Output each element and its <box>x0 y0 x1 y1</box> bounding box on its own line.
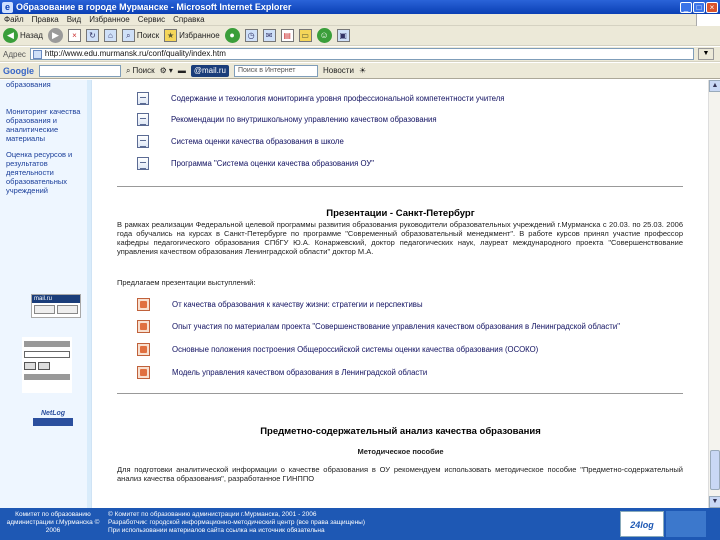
window-title: Образование в городе Мурманске - Microsoft Internet Explorer <box>16 2 292 12</box>
windows-logo <box>696 14 720 26</box>
menu-file[interactable]: Файл <box>4 15 24 24</box>
word-document-icon <box>137 113 149 126</box>
presentation-item[interactable]: Модель управления качеством образования в Ленинградской области <box>137 366 427 379</box>
document-item[interactable]: Содержание и технология мониторинга уровня профессиональной компетентности учителя <box>137 92 505 105</box>
address-input[interactable] <box>30 48 694 60</box>
search-icon: ⌕ <box>122 29 135 42</box>
print-button[interactable] <box>281 28 294 44</box>
search-button[interactable]: ⌕ Поиск <box>122 28 159 44</box>
media-button[interactable] <box>225 28 240 44</box>
sidebar-search-input[interactable] <box>24 351 70 358</box>
presentation-item[interactable]: От качества образования к качеству жизни: стратегии и перспективы <box>137 298 423 311</box>
google-toolbar <box>0 63 720 79</box>
spb-intro: Предлагаем презентации выступлений: <box>117 278 256 287</box>
minimize-button[interactable]: _ <box>680 2 692 13</box>
history-button[interactable] <box>245 28 258 44</box>
forward-button[interactable] <box>48 28 63 44</box>
page-icon <box>33 50 42 59</box>
document-item[interactable]: Рекомендации по внутришкольному управлению качеством образования <box>137 113 437 126</box>
google-search-button[interactable]: ⌕ Поиск <box>126 65 155 75</box>
page-footer <box>0 508 720 540</box>
netlog-counter-banner[interactable]: NetLog <box>33 410 73 428</box>
back-arrow-icon: ◀ <box>3 28 18 43</box>
messenger-icon: ☺ <box>317 28 332 43</box>
address-label: Адрес <box>3 49 26 59</box>
divider <box>117 186 683 187</box>
analysis-paragraph: Для подготовки аналитической информации о качестве образования в ОУ рекомендуем использовать методическое пособие "Предметно-содержательный анализ качества образования", разработанное ГИНППО <box>117 465 683 483</box>
scroll-up-button[interactable]: ▲ <box>709 80 720 92</box>
home-button[interactable] <box>104 28 117 44</box>
forward-arrow-icon: ▶ <box>48 28 63 43</box>
back-button[interactable]: ◀ Назад <box>3 28 43 44</box>
google-pagerank[interactable] <box>178 66 186 75</box>
ie-icon: e <box>2 2 13 13</box>
mail-button[interactable] <box>263 28 276 44</box>
refresh-button[interactable] <box>86 28 99 44</box>
scroll-down-button[interactable]: ▼ <box>709 496 720 508</box>
address-dropdown-button[interactable]: ▼ <box>698 48 714 60</box>
spb-paragraph: В рамках реализации Федеральной целевой программы развития образования руководители образовательных учреждений г.Мурманска с 20.03. по 25.03. 2006 года обучались на курсах в Санкт-Петербурге по программе "Современный образовательный менеджмент". В работе курсов принял участие профессор кафедры педагогического образования СПбГУ Ю.А. Конаржевский, доктор педагогических наук, лауреат международного проекта "Совершенствование управления качеством образования Ленинградской области" доктор М.А. <box>117 220 683 256</box>
left-sidebar <box>0 80 92 508</box>
weather-button[interactable] <box>359 66 366 75</box>
home-icon: ⌂ <box>104 29 117 42</box>
sidebar-search-widget <box>22 337 72 393</box>
document-item[interactable]: Система оценки качества образования в школе <box>137 135 344 148</box>
analysis-subtitle: Методическое пособие <box>357 447 444 456</box>
presentation-item[interactable]: Опыт участия по материалам проекта "Совершенствование управления качеством образования в Ленинградской области" <box>137 320 620 333</box>
news-button[interactable]: Новости <box>322 66 354 75</box>
counter-badge[interactable]: 24log <box>620 511 664 537</box>
google-logo: Google <box>3 65 34 76</box>
window-controls <box>680 2 718 13</box>
powerpoint-icon <box>137 343 150 356</box>
sidebar-search-option[interactable] <box>38 362 50 370</box>
powerpoint-icon <box>137 366 150 379</box>
star-icon: ★ <box>164 29 177 42</box>
title-bar <box>0 0 720 14</box>
presentation-item[interactable]: Основные положения построения Общероссийской системы оценки качества образования (ОСОКО) <box>137 343 538 356</box>
menu-tools[interactable]: Сервис <box>137 15 166 24</box>
mailru-search-input[interactable]: Поиск в Интернет <box>234 65 318 77</box>
google-options-button[interactable]: ⚙ ▾ <box>159 66 173 75</box>
sidebar-link-monitoring[interactable]: Мониторинг качества образования и аналитические материалы <box>6 107 81 143</box>
research-button[interactable] <box>337 28 350 44</box>
favorites-button[interactable]: ★ Избранное <box>164 28 220 44</box>
maximize-button[interactable]: □ <box>693 2 705 13</box>
stop-icon: × <box>68 29 81 42</box>
footer-left: Комитет по образованию администрации г.Мурманска © 2006 <box>6 511 100 534</box>
mailru-banner[interactable]: mail.ru <box>31 294 81 318</box>
section-title-spb: Презентации - Санкт-Петербург <box>326 208 475 219</box>
folder-icon: ▭ <box>299 29 312 42</box>
document-item[interactable]: Программа "Система оценки качества образования ОУ" <box>137 157 374 170</box>
gear-icon: ⚙ <box>159 66 167 75</box>
media-icon: ● <box>225 28 240 43</box>
sidebar-search-button[interactable] <box>24 362 36 370</box>
menu-help[interactable]: Справка <box>173 15 205 24</box>
history-icon: ◷ <box>245 29 258 42</box>
word-document-icon <box>137 157 149 170</box>
footer-center: © Комитет по образованию администрации г.Мурманска, 2001 - 2006 Разработчик: городской информационно-методический центр (все права защищены) При использовании материалов сайта ссылка на источник обязательна <box>108 511 366 534</box>
research-icon: ▣ <box>337 29 350 42</box>
word-document-icon <box>137 92 149 105</box>
word-document-icon <box>137 135 149 148</box>
stop-button[interactable] <box>68 28 81 44</box>
divider <box>117 393 683 394</box>
scroll-thumb[interactable] <box>710 450 720 490</box>
search-icon: ⌕ <box>126 65 131 75</box>
powerpoint-icon <box>137 320 150 333</box>
messenger-button[interactable] <box>317 28 332 44</box>
vertical-scrollbar[interactable] <box>708 80 720 508</box>
refresh-icon: ↻ <box>86 29 99 42</box>
print-icon: ▤ <box>281 29 294 42</box>
main-content <box>93 80 708 508</box>
close-button[interactable]: × <box>706 2 718 13</box>
menu-bar <box>0 14 720 26</box>
mailru-button[interactable]: @mail.ru <box>191 65 229 77</box>
menu-edit[interactable]: Правка <box>31 15 59 24</box>
google-search-input[interactable] <box>39 65 121 77</box>
address-url: http://www.edu.murmansk.ru/conf/quality/index.htm <box>44 49 226 58</box>
powerpoint-icon <box>137 298 150 311</box>
address-bar <box>0 47 720 62</box>
folder-button[interactable] <box>299 28 312 44</box>
section-title-analysis: Предметно-содержательный анализ качества образования <box>260 426 541 437</box>
pagerank-icon: ▬ <box>177 66 186 75</box>
mail-icon: ✉ <box>263 29 276 42</box>
counter-badge-secondary[interactable] <box>666 511 706 537</box>
standard-toolbar <box>0 26 720 46</box>
sidebar-link-resources[interactable]: Оценка ресурсов и результатов деятельности образовательных учреждений <box>6 150 73 195</box>
menu-view[interactable]: Вид <box>66 15 82 24</box>
menu-favorites[interactable]: Избранное <box>89 15 130 24</box>
sidebar-link-education[interactable]: образования <box>6 80 51 89</box>
weather-icon: ☀ <box>358 66 367 75</box>
